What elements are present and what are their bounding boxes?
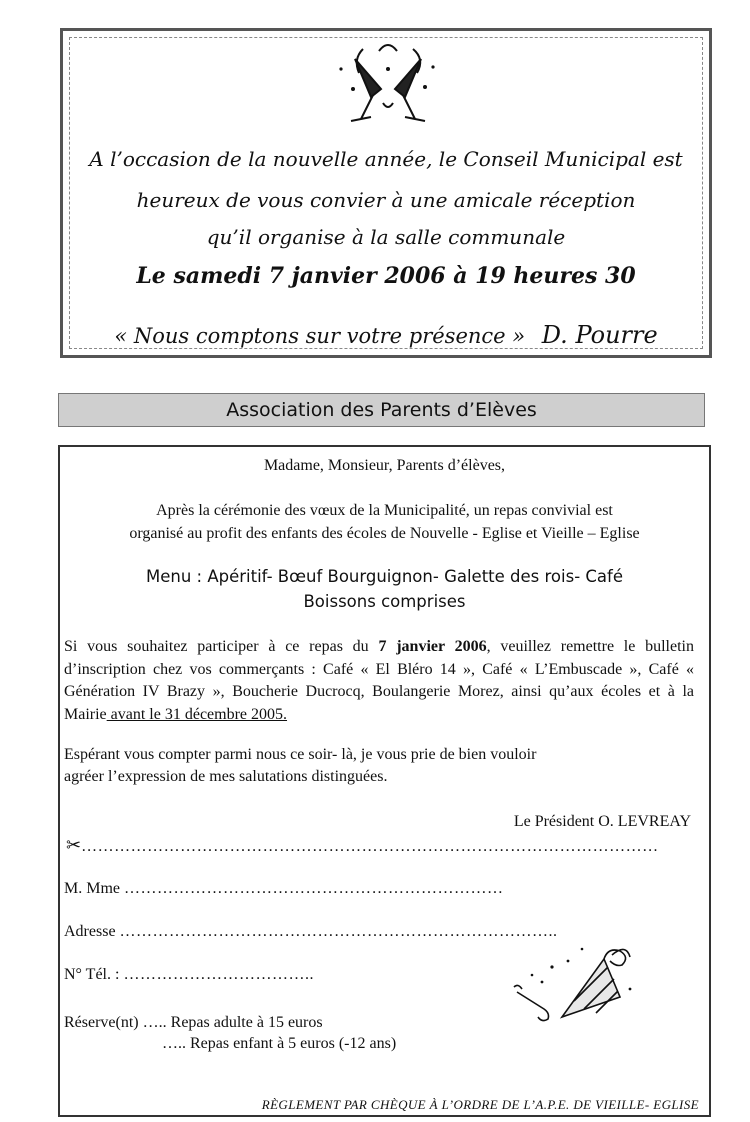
child-dots: ….. xyxy=(162,1035,186,1052)
invitation-card xyxy=(60,28,712,358)
association-header xyxy=(58,393,705,427)
letter-closing-1: Espérant vous compter parmi nous ce soir- là, je vous prie de bien vouloir xyxy=(64,746,537,763)
letter-box xyxy=(58,445,711,1117)
letter-closing xyxy=(64,744,694,788)
invitation-date: Le samedi 7 janvier 2006 à 19 heures 30 xyxy=(136,263,636,289)
invitation-line-3: qu’il organise à la salle communale xyxy=(206,225,566,249)
address-field[interactable]: …………………………………………………………………….. xyxy=(119,923,558,940)
letter-greeting: Madame, Monsieur, Parents d’élèves, xyxy=(263,457,506,474)
association-title: Association des Parents d’Elèves xyxy=(226,399,537,421)
reserve-label: Réserve(nt) ….. xyxy=(64,1014,167,1031)
letter-body xyxy=(64,636,694,726)
name-field[interactable]: …………………………………………………………… xyxy=(124,880,504,897)
president-signature: Le Président O. LEVREAY xyxy=(513,813,691,830)
menu-drinks: Boissons comprises xyxy=(303,592,466,611)
champagne-glasses-icon xyxy=(333,39,443,134)
invitation-closing: « Nous comptons sur votre présence » xyxy=(114,324,526,348)
name-label: M. Mme xyxy=(64,880,120,897)
letter-body-start: Si vous souhaitez participer à ce repas du xyxy=(64,638,379,655)
letter-intro-1: Après la cérémonie des vœux de la Municipalité, un repas convivial est xyxy=(156,502,613,519)
letter-body-deadline: avant le 31 décembre 2005. xyxy=(106,705,288,723)
address-label: Adresse xyxy=(64,923,116,940)
phone-label: N° Tél. : xyxy=(64,966,120,983)
name-row xyxy=(64,879,504,898)
invitation-signature: D. Pourre xyxy=(541,321,658,349)
phone-row xyxy=(64,965,314,984)
party-hat-icon xyxy=(512,937,637,1032)
reserve-child-row xyxy=(162,1034,396,1053)
letter-body-shops: , veuillez remettre le bulletin d’inscription chez vos commerçants : Café « El Bléro 14 », Café « L’Embuscade », Café « Génération IV Brazy », Boucherie Ducrocq, Boulangerie Morez, ainsi qu’aux écoles et à la Mairie xyxy=(64,638,694,723)
child-meal-option[interactable]: Repas enfant à 5 euros (-12 ans) xyxy=(190,1035,397,1052)
cut-line xyxy=(66,836,659,856)
cut-dots: …………………………………………………………………………………………… xyxy=(81,838,659,855)
invitation-closing-line xyxy=(63,321,709,349)
reserve-adult-row xyxy=(64,1013,323,1032)
letter-body-date: 7 janvier 2006 xyxy=(378,638,487,655)
invitation-line-2: heureux de vous convier à une amicale réception xyxy=(136,188,636,212)
adult-meal-option[interactable]: Repas adulte à 15 euros xyxy=(170,1014,323,1031)
address-row xyxy=(64,922,558,941)
letter-intro-2: organisé au profit des enfants des écoles de Nouvelle - Eglise et Vieille – Eglise xyxy=(129,525,640,542)
scissors-icon: ✂ xyxy=(66,835,82,855)
letter-closing-2: agréer l’expression de mes salutations distinguées. xyxy=(64,768,388,785)
menu-line: Menu : Apéritif- Bœuf Bourguignon- Galette des rois- Café xyxy=(146,567,623,586)
phone-field[interactable]: …………………………….. xyxy=(123,966,314,983)
invitation-line-1: A l’occasion de la nouvelle année, le Conseil Municipal est xyxy=(89,147,683,171)
payment-footer: RÈGLEMENT PAR CHÈQUE À L’ORDRE DE L’A.P.E. DE VIEILLE- EGLISE xyxy=(261,1097,699,1112)
